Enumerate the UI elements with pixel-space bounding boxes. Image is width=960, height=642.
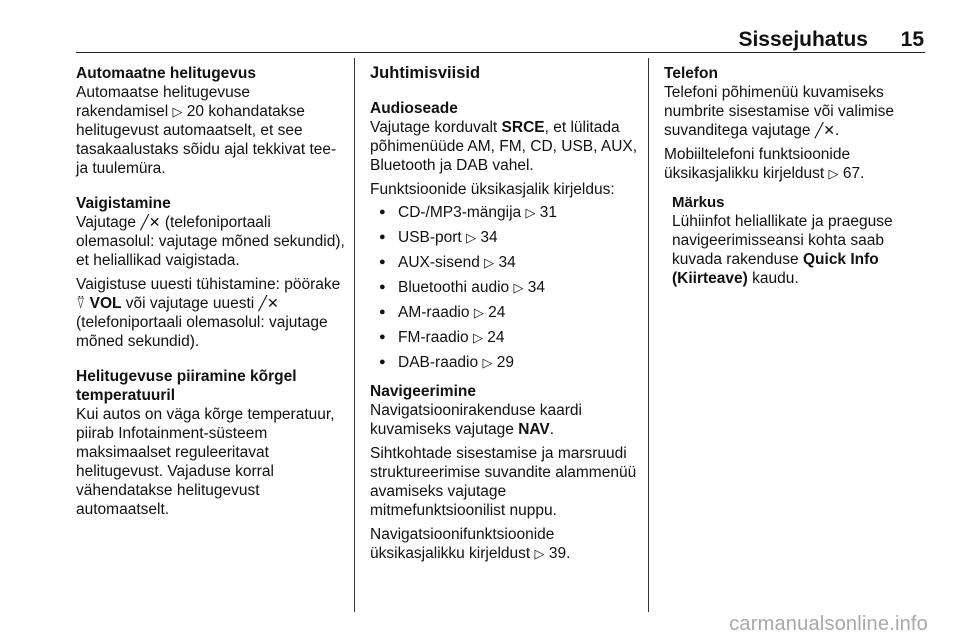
phone-mute-icon: ╱✕ (140, 214, 161, 230)
page-ref-arrow-icon: ▷ (472, 330, 483, 345)
page-ref-arrow-icon: ▷ (172, 104, 183, 119)
paragraph-audio: Vajutage korduvalt SRCE, et lülitada põhimenüüde AM, FM, CD, USB, AUX, Bluetooth ja DAB vahel. (370, 119, 638, 174)
note-heading: Märkus (672, 194, 725, 211)
paragraph-unmute: Vaigistuse uuesti tühistamine: pöörake ⍢ VOL või vajutage uuesti ╱✕ (telefoniportaali olemasolul: vajutage mõned sekundid). (76, 276, 341, 350)
column-left (76, 64, 346, 519)
paragraph-functions-intro: Funktsioonide üksikasjalik kirjeldus: (370, 181, 615, 198)
header-rule (76, 52, 925, 53)
paragraph-temperature-limit: Kui autos on väga kõrge temperatuur, piirab Infotainment-süsteem maksimaalset reguleeritavat helitugevust. Vajaduse korral vähendatakse helitugevust automaatselt. (76, 406, 335, 518)
note-text: Lühiinfot heliallikate ja praeguse navigeerimisseansi kohta saab kuvada rakenduse Quick Info (Kiirteave) kaudu. (672, 213, 893, 287)
function-list (370, 203, 642, 372)
page-ref-arrow-icon: ▷ (484, 255, 495, 270)
paragraph-phone-reference: Mobiiltelefoni funktsioonide üksikasjalikku kirjeldust ▷ 67. (664, 146, 865, 182)
list-item: ● AM-raadio ▷ 24 (370, 303, 642, 322)
list-item: ● CD-/MP3-mängija ▷ 31 (370, 203, 642, 222)
page-ref-arrow-icon: ▷ (473, 305, 484, 320)
column-divider-2 (648, 58, 649, 612)
paragraph-destination: Sihtkohtade sisestamise ja marsruudi struktureerimise suvandite alammenüü avamiseks vajutage mitmefunktsioonilist nuppu. (370, 445, 637, 519)
heading-auto-volume: Automaatne helitugevus (76, 65, 256, 82)
list-item: ● FM-raadio ▷ 24 (370, 328, 642, 347)
heading-mute: Vaigistamine (76, 195, 171, 212)
heading-operation: Juhtimisviisid (370, 64, 481, 82)
volume-knob-icon: ⍢ (76, 295, 86, 312)
heading-audio: Audioseade (370, 100, 458, 117)
list-item: ● Bluetoothi audio ▷ 34 (370, 278, 642, 297)
section-title: Sissejuhatus (738, 28, 868, 51)
quick-info-label: Quick Info (Kiirteave) (672, 251, 879, 287)
phone-mute-icon: ╱✕ (258, 295, 279, 311)
column-middle (370, 64, 642, 563)
key-vol: VOL (89, 295, 122, 312)
list-item: ● AUX-sisend ▷ 34 (370, 253, 642, 272)
heading-temperature-limit: Helitugevuse piiramine kõrgel temperatuuril (76, 368, 297, 404)
paragraph-phone: Telefoni põhimenüü kuvamiseks numbrite sisestamise või valimise suvanditega vajutage ╱✕. (664, 84, 894, 139)
paragraph-nav-reference: Navigatsioonifunktsioonide üksikasjalikku kirjeldust ▷ 39. (370, 526, 571, 562)
heading-phone: Telefon (664, 65, 718, 82)
key-srce: SRCE (501, 119, 545, 136)
column-right (664, 64, 926, 288)
phone-mute-icon: ╱✕ (814, 122, 835, 138)
paragraph-auto-volume: Automaatse helitugevuse rakendamisel ▷ 20 kohandatakse helitugevust automaatselt, et see tasakaalustaks sõidu ajal tekkivat tee- ja tuulemüra. (76, 84, 337, 177)
column-divider-1 (354, 58, 355, 612)
list-item: ● USB-port ▷ 34 (370, 228, 642, 247)
watermark: carmanualsonline.info (729, 613, 928, 635)
page-ref-arrow-icon: ▷ (466, 230, 477, 245)
paragraph-mute: Vajutage ╱✕ (telefoniportaali olemasolul: vajutage mõned sekundid), et heliallikad vaigistada. (76, 214, 345, 269)
page-number: 15 (900, 28, 924, 51)
page-ref-arrow-icon: ▷ (828, 166, 839, 181)
page-ref-arrow-icon: ▷ (513, 280, 524, 295)
paragraph-navigation: Navigatsioonirakenduse kaardi kuvamiseks vajutage NAV. (370, 402, 582, 438)
page-ref-arrow-icon: ▷ (482, 355, 493, 370)
heading-navigation: Navigeerimine (370, 383, 476, 400)
key-nav: NAV (518, 421, 550, 438)
page-ref-arrow-icon: ▷ (525, 205, 536, 220)
list-item: ● DAB-raadio ▷ 29 (370, 353, 642, 372)
note-box (672, 193, 926, 288)
page-ref-arrow-icon: ▷ (534, 546, 545, 561)
